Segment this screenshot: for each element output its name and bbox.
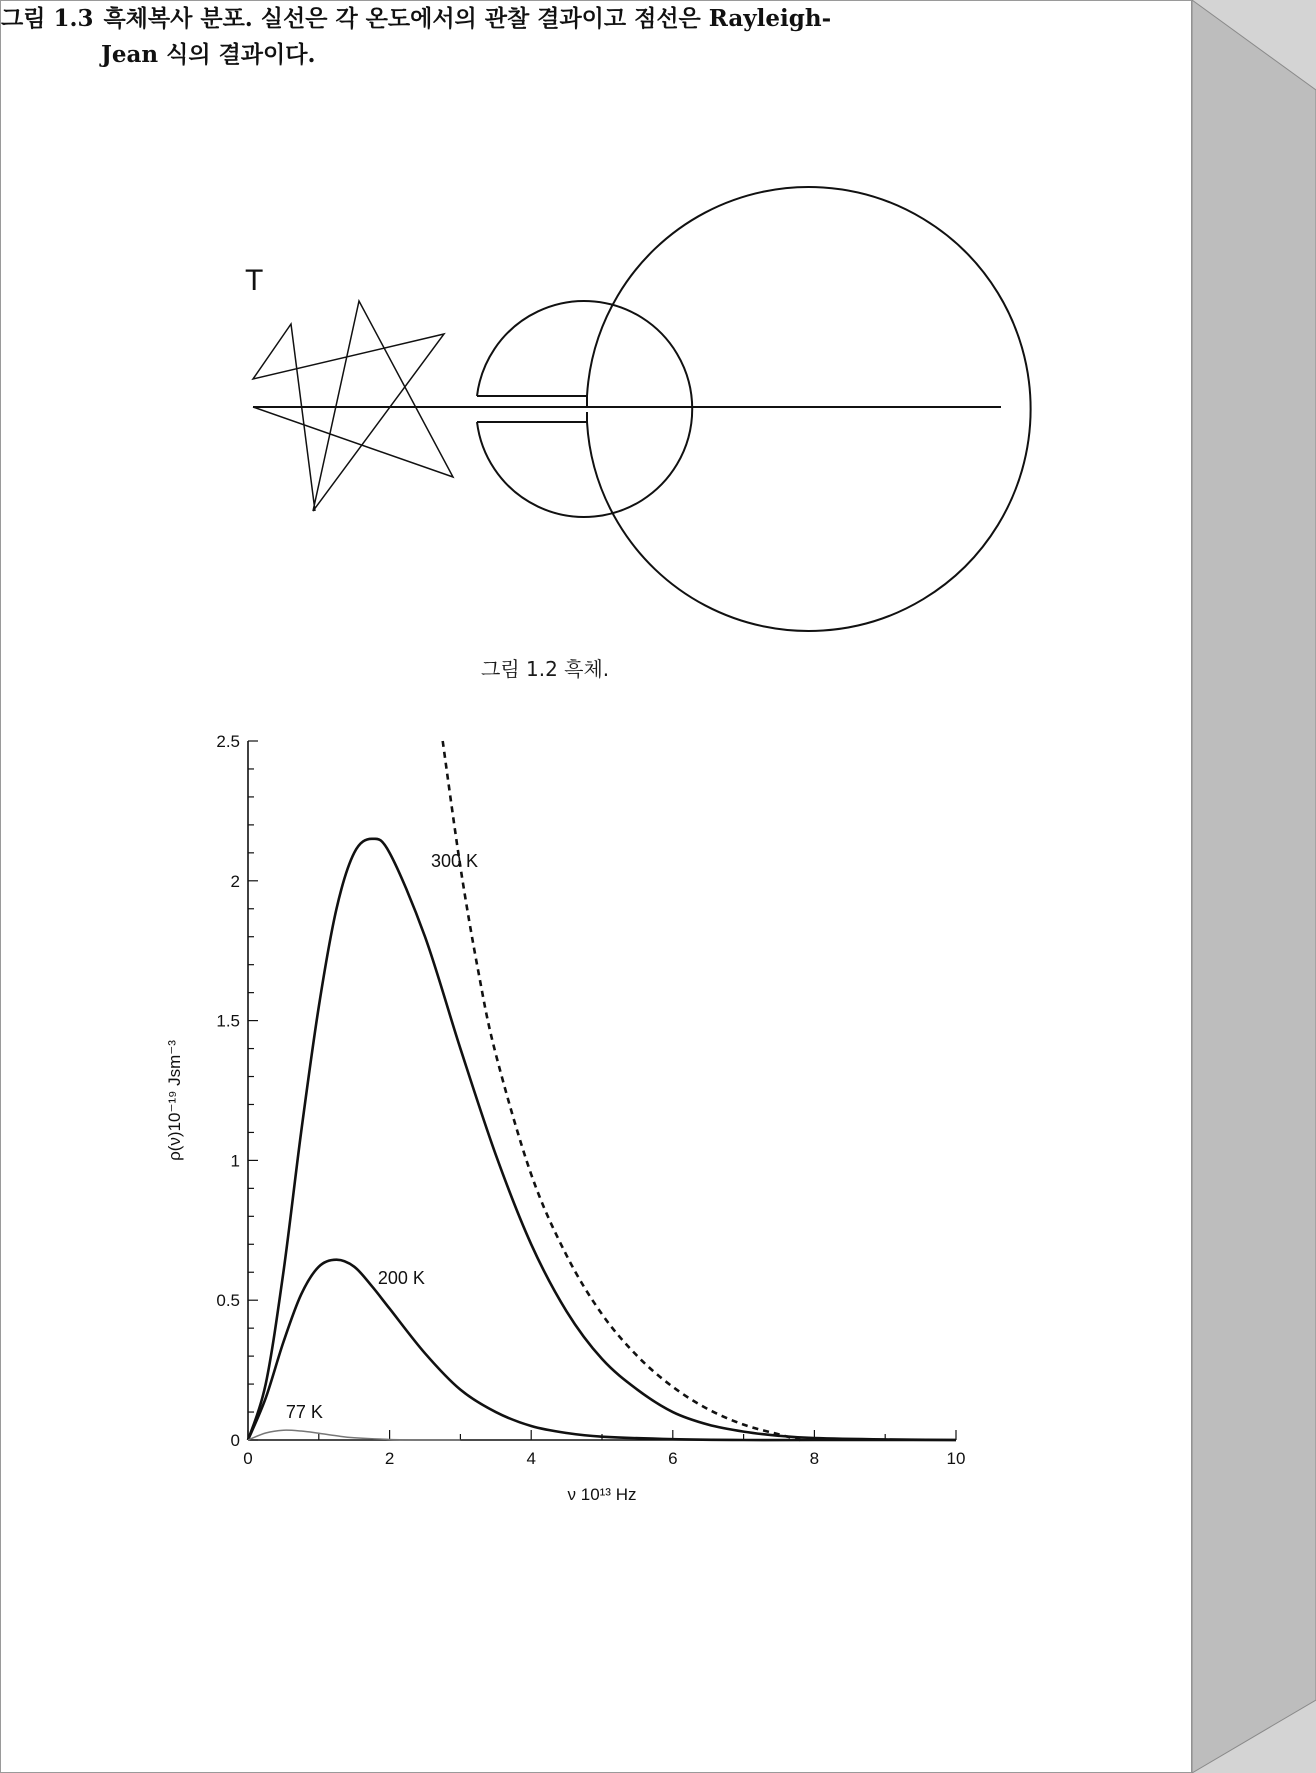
y-tick-label: 2.5 <box>216 732 240 751</box>
x-tick-label: 10 <box>946 1449 966 1468</box>
figure-1-2-caption: 그림 1.2 흑체. <box>481 657 610 681</box>
x-tick-label: 2 <box>384 1449 395 1468</box>
x-axis-label: ν 10¹³ Hz <box>567 1485 637 1504</box>
y-axis-label: ρ(ν)10⁻¹⁹ Jsm⁻³ <box>165 1040 184 1161</box>
x-tick-label: 6 <box>668 1449 678 1468</box>
curve-label: 77 K <box>285 1402 323 1423</box>
temperature-label: T <box>245 264 264 297</box>
figure-1-3-caption-line2: Jean 식의 결과이다. <box>101 41 316 68</box>
y-tick-label: 1 <box>230 1151 240 1171</box>
y-tick-label: 0.5 <box>216 1291 240 1311</box>
x-tick-label: 4 <box>526 1449 536 1468</box>
figure-1-3-caption-line1: 흑체복사 분포. 실선은 각 온도에서의 관찰 결과이고 점선은 Rayleigh- <box>103 5 832 32</box>
x-tick-label: 8 <box>809 1449 820 1468</box>
figure-1-3-number: 그림 1.3 <box>1 5 94 32</box>
x-tick-label: 0 <box>243 1449 253 1468</box>
y-tick-label: 1.5 <box>216 1011 240 1031</box>
y-tick-label: 0 <box>230 1431 240 1450</box>
curve-label: 300 K <box>431 851 479 872</box>
y-tick-label: 2 <box>230 871 240 891</box>
curve-label: 200 K <box>377 1267 425 1288</box>
